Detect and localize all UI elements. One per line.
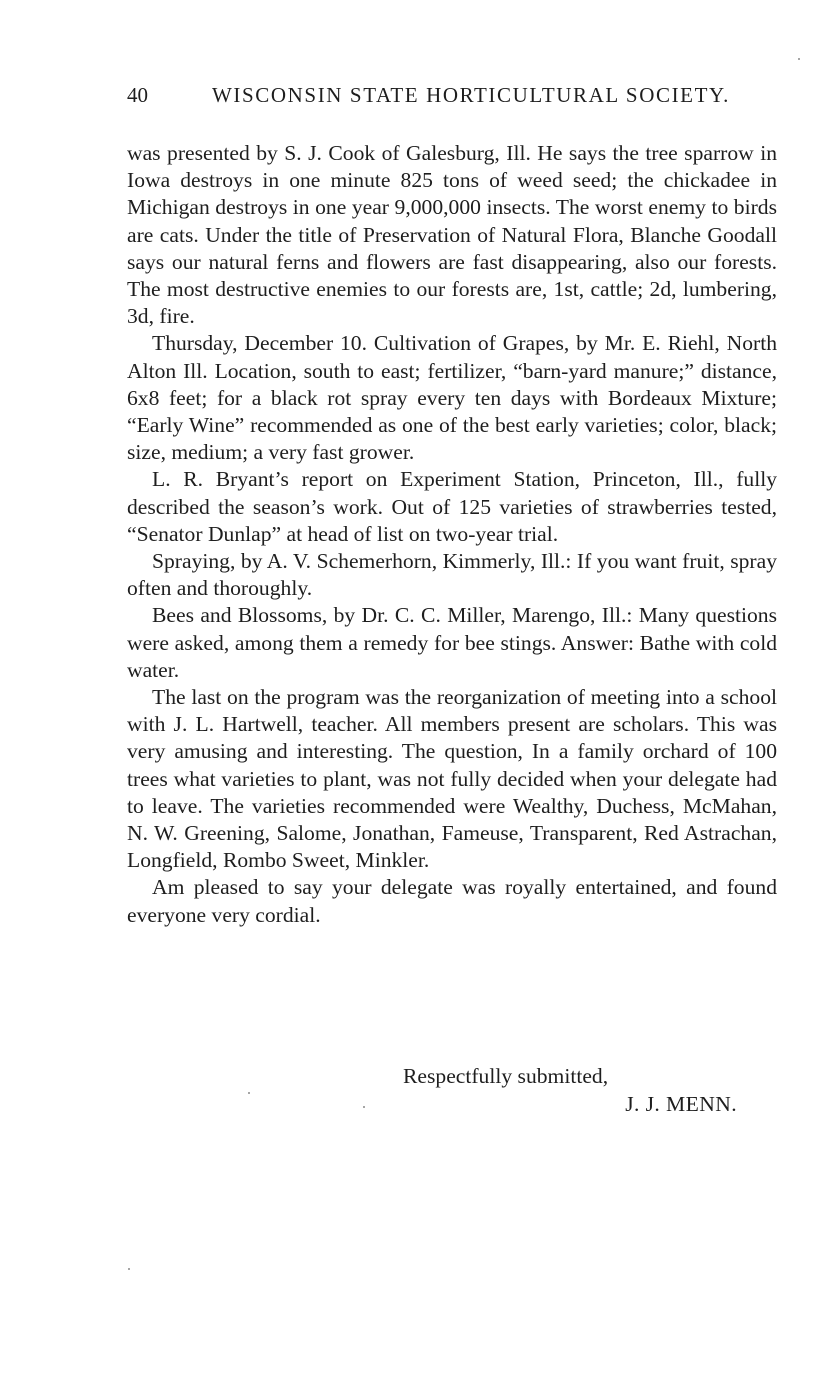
paper-speck — [128, 1268, 130, 1270]
paper-speck — [363, 1106, 365, 1108]
body-text — [127, 140, 777, 929]
signoff-block — [127, 1062, 777, 1118]
paragraph-bees: Bees and Blossoms, by Dr. C. C. Miller, Marengo, Ill.: Many questions were asked, among them a remedy for bee stings. Answer: Bathe with cold water. — [127, 603, 777, 682]
closing-line: Respectfully submitted, — [403, 1064, 609, 1088]
running-head — [127, 80, 777, 110]
paper-speck — [798, 58, 800, 60]
running-title: WISCONSIN STATE HORTICULTURAL SOCIETY. — [212, 83, 730, 107]
paragraph-closing-remark: Am pleased to say your delegate was royally entertained, and found everyone very cordial. — [127, 875, 777, 927]
page-number: 40 — [127, 83, 148, 107]
paragraph-continued: was presented by S. J. Cook of Galesburg, Ill. He says the tree sparrow in Iowa destroys in one minute 825 tons of weed seed; the chickadee in Michigan destroys in one year 9,000,000 insects. The worst enemy to birds are cats. Under the title of Preservation of Natural Flora, Blanche Goodall says our natural ferns and flowers are fast disappearing, also our forests. The most destructive enemies to our forests are, 1st, cattle; 2d, lumbering, 3d, fire. — [127, 141, 777, 329]
paragraph-experiment-station: L. R. Bryant’s report on Experiment Station, Princeton, Ill., fully described the season’s work. Out of 125 varieties of strawberries tested, “Senator Dunlap” at head of list on two-year trial. — [127, 467, 777, 546]
signature: J. J. MENN. — [625, 1092, 737, 1116]
paragraph-grapes: Thursday, December 10. Cultivation of Grapes, by Mr. E. Riehl, North Alton Ill. Location, south to east; fertilizer, “barn-yard manure;” distance, 6x8 feet; for a black rot spray every ten days with Bordeaux Mixture; “Early Wine” recommended as one of the best early varieties; color, black; size, medium; a very fast grower. — [127, 331, 777, 465]
paper-speck — [248, 1092, 250, 1094]
paragraph-school: The last on the program was the reorganization of meeting into a school with J. L. Hartwell, teacher. All members present are scholars. This was very amusing and interesting. The question, In a family orchard of 100 trees what varieties to plant, was not fully decided when your delegate had to leave. The varieties recommended were Wealthy, Duchess, McMahan, N. W. Greening, Salome, Jonathan, Fameuse, Transparent, Red Astrachan, Longfield, Rombo Sweet, Minkler. — [127, 685, 777, 873]
paragraph-spraying: Spraying, by A. V. Schemerhorn, Kimmerly, Ill.: If you want fruit, spray often and thoroughly. — [127, 549, 777, 601]
